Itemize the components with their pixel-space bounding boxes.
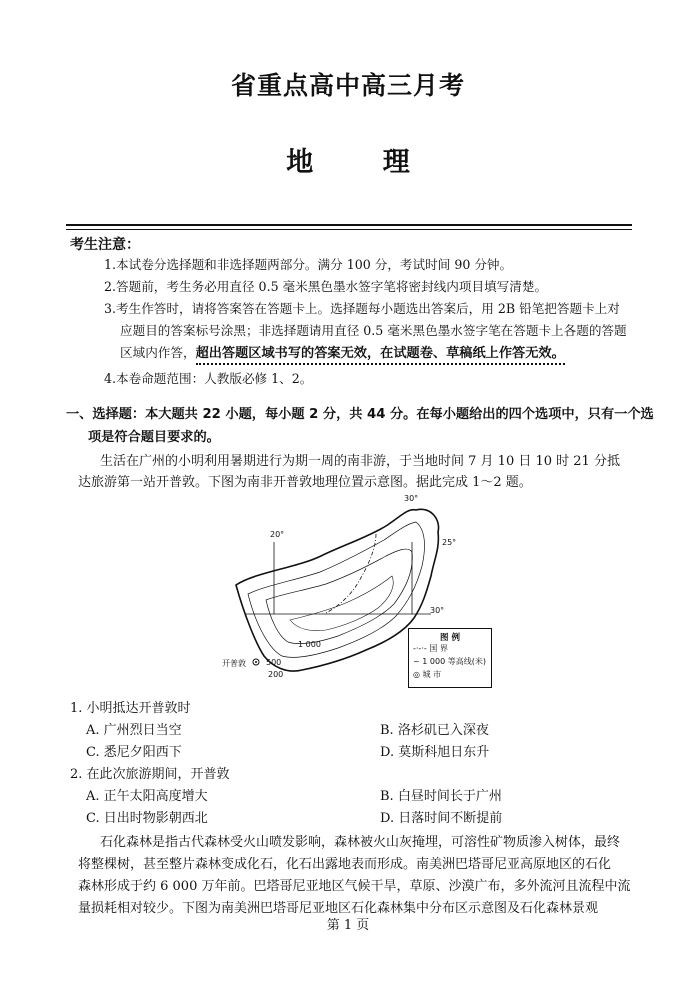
label-lon-25: 25° (442, 538, 457, 547)
header-rule-thin (66, 229, 632, 230)
notice-line-5 (120, 344, 565, 362)
page-number: 第 1 页 (326, 918, 370, 933)
label-city: 开普敦 (222, 659, 246, 668)
label-contour-1000: 1 000 (298, 640, 321, 649)
passage-line-1: 石化森林是指古代森林受火山喷发影响，森林被火山灰掩埋，可溶性矿物质渗入树体，最终 (100, 835, 621, 850)
notice-line-6: 4.本卷命题范围：人教版必修 1、2。 (104, 371, 313, 386)
label-contour-500: 500 (266, 658, 282, 667)
intro-line-2: 达旅游第一站开普敦。下图为南非开普敦地理位置示意图。据此完成 1～2 题。 (78, 475, 532, 490)
question-2-option-c: C. 日出时物影朝西北 (86, 811, 208, 826)
notice-line-3: 3.考生作答时，请将答案答在答题卡上。选择题每小题选出答案后，用 2B 铅笔把答题卡上对 (104, 301, 620, 316)
question-1-option-d: D. 莫斯科旭日东升 (380, 745, 490, 760)
label-lat-30-top: 30° (404, 494, 419, 503)
legend-title: 图 例 (440, 633, 460, 643)
notice-line-2: 2.答题前，考生务必用直径 0.5 毫米黑色墨水签字笔将密封线内项目填写清楚。 (104, 279, 548, 294)
label-lat-30-right: 30° (430, 606, 445, 615)
city-circle-icon: ◎ (413, 670, 420, 679)
header-rule-thick (66, 224, 632, 226)
question-2-option-b: B. 白昼时间长于广州 (380, 789, 502, 804)
notice-line-5-start: 区域内作答， (120, 345, 196, 360)
subject-title: 地 理 (286, 147, 440, 178)
notice-line-1: 1.本试卷分选择题和非选择题两部分。满分 100 分，考试时间 90 分钟。 (104, 257, 513, 272)
legend-border: -·-·- 国 界 (413, 644, 448, 653)
passage-line-4: 量损耗相对较少。下图为南美洲巴塔哥尼亚地区石化森林集中分布区示意图及石化森林景观 (78, 901, 599, 916)
legend-contour: ~ 1 000 等高线(米) (413, 657, 486, 666)
intro-line-1: 生活在广州的小明利用暑期进行为期一周的南非游，于当地时间 7 月 10 日 10 时 21 分抵 (100, 454, 620, 469)
question-2-stem: 2. 在此次旅游期间，开普敦 (70, 767, 230, 782)
passage-line-2: 将整棵树，甚至整片森林变成化石，化石出露地表而形成。南美洲巴塔哥尼亚高原地区的石化 (78, 857, 612, 872)
question-1-stem: 1. 小明抵达开普敦时 (70, 701, 191, 716)
notice-line-4: 应题目的答案标号涂黑；非选择题请用直径 0.5 毫米黑色墨水签字笔在答题卡上各题的答题 (120, 323, 627, 338)
label-contour-200: 200 (268, 670, 284, 679)
border-line-icon: -·-·- (413, 644, 427, 653)
section1-head-line2: 项是符合题目要求的。 (88, 430, 220, 445)
question-1-option-c: C. 悉尼夕阳西下 (86, 745, 182, 760)
map-legend (408, 628, 492, 688)
notice-emphasis: 超出答题区域书写的答案无效，在试题卷、草稿纸上作答无效。 (196, 346, 565, 365)
question-1-option-a: A. 广州烈日当空 (86, 723, 182, 738)
section1-head-line1: 一、选择题：本大题共 22 小题，每小题 2 分，共 44 分。在每小题给出的四个选项中，只有一个选 (66, 407, 654, 422)
contour-line-icon: ~ (413, 657, 420, 666)
notice-heading: 考生注意： (70, 237, 140, 253)
contour-inner (290, 576, 393, 631)
contour-outer (248, 522, 424, 657)
passage-line-3: 森林形成于约 6 000 万年前。巴塔哥尼亚地区气候干旱，草原、沙漠广布，多外流河且流程中流 (78, 879, 631, 894)
question-2-option-a: A. 正午太阳高度增大 (86, 789, 208, 804)
label-lon-20: 20° (270, 530, 285, 539)
question-1-option-b: B. 洛杉矶已入深夜 (380, 723, 489, 738)
exam-title: 省重点高中高三月考 (230, 71, 465, 100)
question-2-option-d: D. 日落时间不断提前 (380, 811, 503, 826)
legend-city: ◎ 城 市 (413, 670, 442, 679)
